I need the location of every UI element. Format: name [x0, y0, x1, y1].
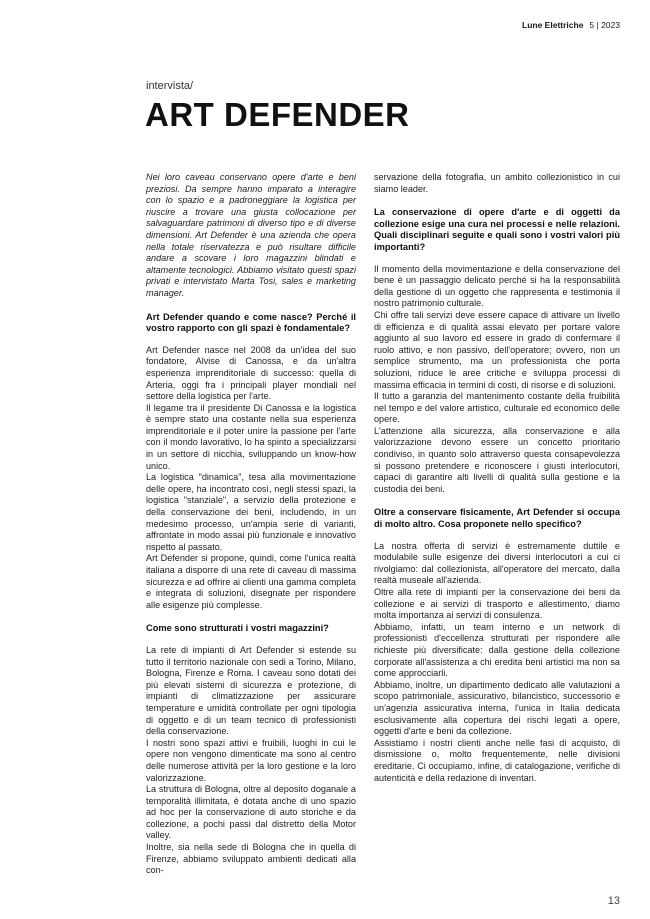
right-column	[374, 172, 620, 784]
paragraph: Abbiamo, inoltre, un dipartimento dedicato alle valutazioni a scopo patrimoniale, assicurativo, bilancistico, successorio e un'agenzia assicurativa interna, l'unica in Italia dedicata esclusivamente alla copertura dei rischi legati a opere, oggetti d'arte e beni da collezione.	[374, 679, 620, 737]
paragraph: servazione della fotografia, un ambito collezionistico in cui siamo leader.	[374, 172, 620, 194]
paragraph: La struttura di Bologna, oltre al deposito doganale a temporalità illimitata, è dotata anche di uno spazio ad hoc per la conservazione di auto storiche e da collezione, a pochi passi dal distretto della Motor valley.	[146, 784, 356, 841]
section-label: intervista/	[146, 80, 194, 92]
paragraph: L'attenzione alla sicurezza, alla conservazione e alla valorizzazione devono essere un concetto prioritario condiviso, in quanto solo attraverso questa consapevolezza si possono pretendere e riconoscere i giusti interlocutori, capaci di garantire alti livelli di qualità sulla gestione e la custodia dei beni.	[374, 425, 620, 494]
paragraph: Inoltre, sia nella sede di Bologna che in quella di Firenze, abbiamo sviluppato ambienti dedicati alla con-	[146, 842, 356, 876]
question-heading: Art Defender quando e come nasce? Perché il vostro rapporto con gli spazi è fondamentale?	[146, 311, 356, 334]
paragraph: Chi offre tali servizi deve essere capace di attivare un livello di efficienza e di qualità assai elevato per portare valore aggiunto al suo lavoro ed essere in grado di confermare il ruolo attivo, e non passivo, dell'operatore; ovvero, non un semplice strumento, ma un professionista che porta soluzioni, riduce le aree critiche e sviluppa processi di massima efficacia in termini di costi, di risorse e di soluzioni.	[374, 309, 620, 390]
paragraph: Il momento della movimentazione e della conservazione del bene è un passaggio delicato perché si ha la responsabilità della gestione di un oggetto che rappresenta e testimonia il nostro patrimonio culturale.	[374, 263, 620, 309]
question-heading: La conservazione di opere d'arte e di oggetti da collezione esige una cura nei processi e nelle relazioni. Quali disciplinari seguite e quali sono i vostri valori più importanti?	[374, 207, 620, 252]
paragraph: Il legame tra il presidente Di Canossa e la logistica è sempre stato una costante nella sua esperienza imprenditoriale e il poter unire la passione per l'arte con il mondo lavorativo, lo ha spinto a specializzarsi in un settore di nicchia, sviluppando un know-how unico.	[146, 402, 356, 471]
paragraph: Art Defender si propone, quindi, come l'unica realtà italiana a disporre di una rete di caveau di massima sicurezza e ad offrire ai clienti una gamma completa e integrata di soluzioni, disegnate per rispondere alle esigenze più complesse.	[146, 553, 356, 610]
paragraph: La logistica "dinamica", tesa alla movimentazione delle opere, ha incontrato così, negli stessi spazi, la logistica "stanziale", a servizio della protezione e della conservazione dei beni, includendo, in un medesimo processo, un'ampia serie di varianti, affrontate in modo assai più funzionale e innovativo rispetto al passato.	[146, 472, 356, 552]
paragraph: Assistiamo i nostri clienti anche nelle fasi di acquisto, di dismissione o, molto frequentemente, nelle divisioni ereditarie. Ci occupiamo, infine, di catalogazione, verifiche di autenticità e della redazione di inventari.	[374, 737, 620, 783]
left-column	[146, 172, 356, 877]
article-title: ART DEFENDER	[145, 96, 410, 133]
paragraph: La nostra offerta di servizi è estremamente duttile e modulabile sulle esigenze dei diversi interlocutori a cui ci rivolgiamo: dal collezionista, all'operatore del mercato, dalla realtà museale all'azienda.	[374, 540, 620, 586]
paragraph: Art Defender nasce nel 2008 da un'idea del suo fondatore, Alvise di Canossa, e da un'altra esperienza imprenditoriale di successo: quella di Arteria, oggi fra i principali player mondiali nel settore della logistica per l'arte.	[146, 344, 356, 402]
question-heading: Come sono strutturati i vostri magazzini?	[146, 623, 329, 634]
paragraph: I nostri sono spazi attivi e fruibili, luoghi in cui le opere non vengono dimenticate ma sono al centro delle numerose attività per la loro gestione e la loro valorizzazione.	[146, 737, 356, 783]
running-header	[522, 20, 620, 30]
paragraph: Abbiamo, infatti, un team interno e un network di professionisti d'eccellenza strutturati per rispondere alle richieste più diversificate: dalla gestione della collezione corporate all'assistenza a chi eredita beni artistici ma non sa come approcciarli.	[374, 621, 620, 679]
paragraph: Oltre alla rete di impianti per la conservazione dei beni da collezione e ai servizi di trasporto e allestimento, diamo molta importanza ai servizi di consulenza.	[374, 587, 620, 621]
issue-label: 5 | 2023	[589, 20, 620, 30]
paragraph: Il tutto a garanzia del mantenimento costante della fruibilità nel tempo e del valore artistico, culturale ed economico delle opere.	[374, 391, 620, 425]
paragraph: La rete di impianti di Art Defender si estende su tutto il territorio nazionale con sedi a Torino, Milano, Bologna, Firenze e Roma. I caveau sono dotati dei più elevati sistemi di sicurezza e protezione, di impianti di climatizzazione per assicurare temperature e umidità controllate per ogni tipologia di oggetto e di un team tecnico di professionisti della conservazione.	[146, 644, 356, 737]
question-heading: Oltre a conservare fisicamente, Art Defender si occupa di molto altro. Cosa proponete nello specifico?	[374, 507, 620, 530]
magazine-name: Lune Elettriche	[522, 20, 584, 30]
page-number: 13	[607, 895, 620, 907]
intro-paragraph: Nei loro caveau conservano opere d'arte e beni preziosi. Da sempre hanno imparato a interagire con lo spazio e a padroneggiare la logistica per riuscire a trovare una giusta collocazione per salvaguardare patrimoni di diverso tipo e di diverse dimensioni. Art Defender è una azienda che opera nella totale riservatezza e può risultare difficile andare a scovare i loro magazzini blindati e altamente tecnologici. Abbiamo visitato questi spazi privati e intervistato Marta Tosi, sales e marketing manager.	[146, 172, 356, 298]
